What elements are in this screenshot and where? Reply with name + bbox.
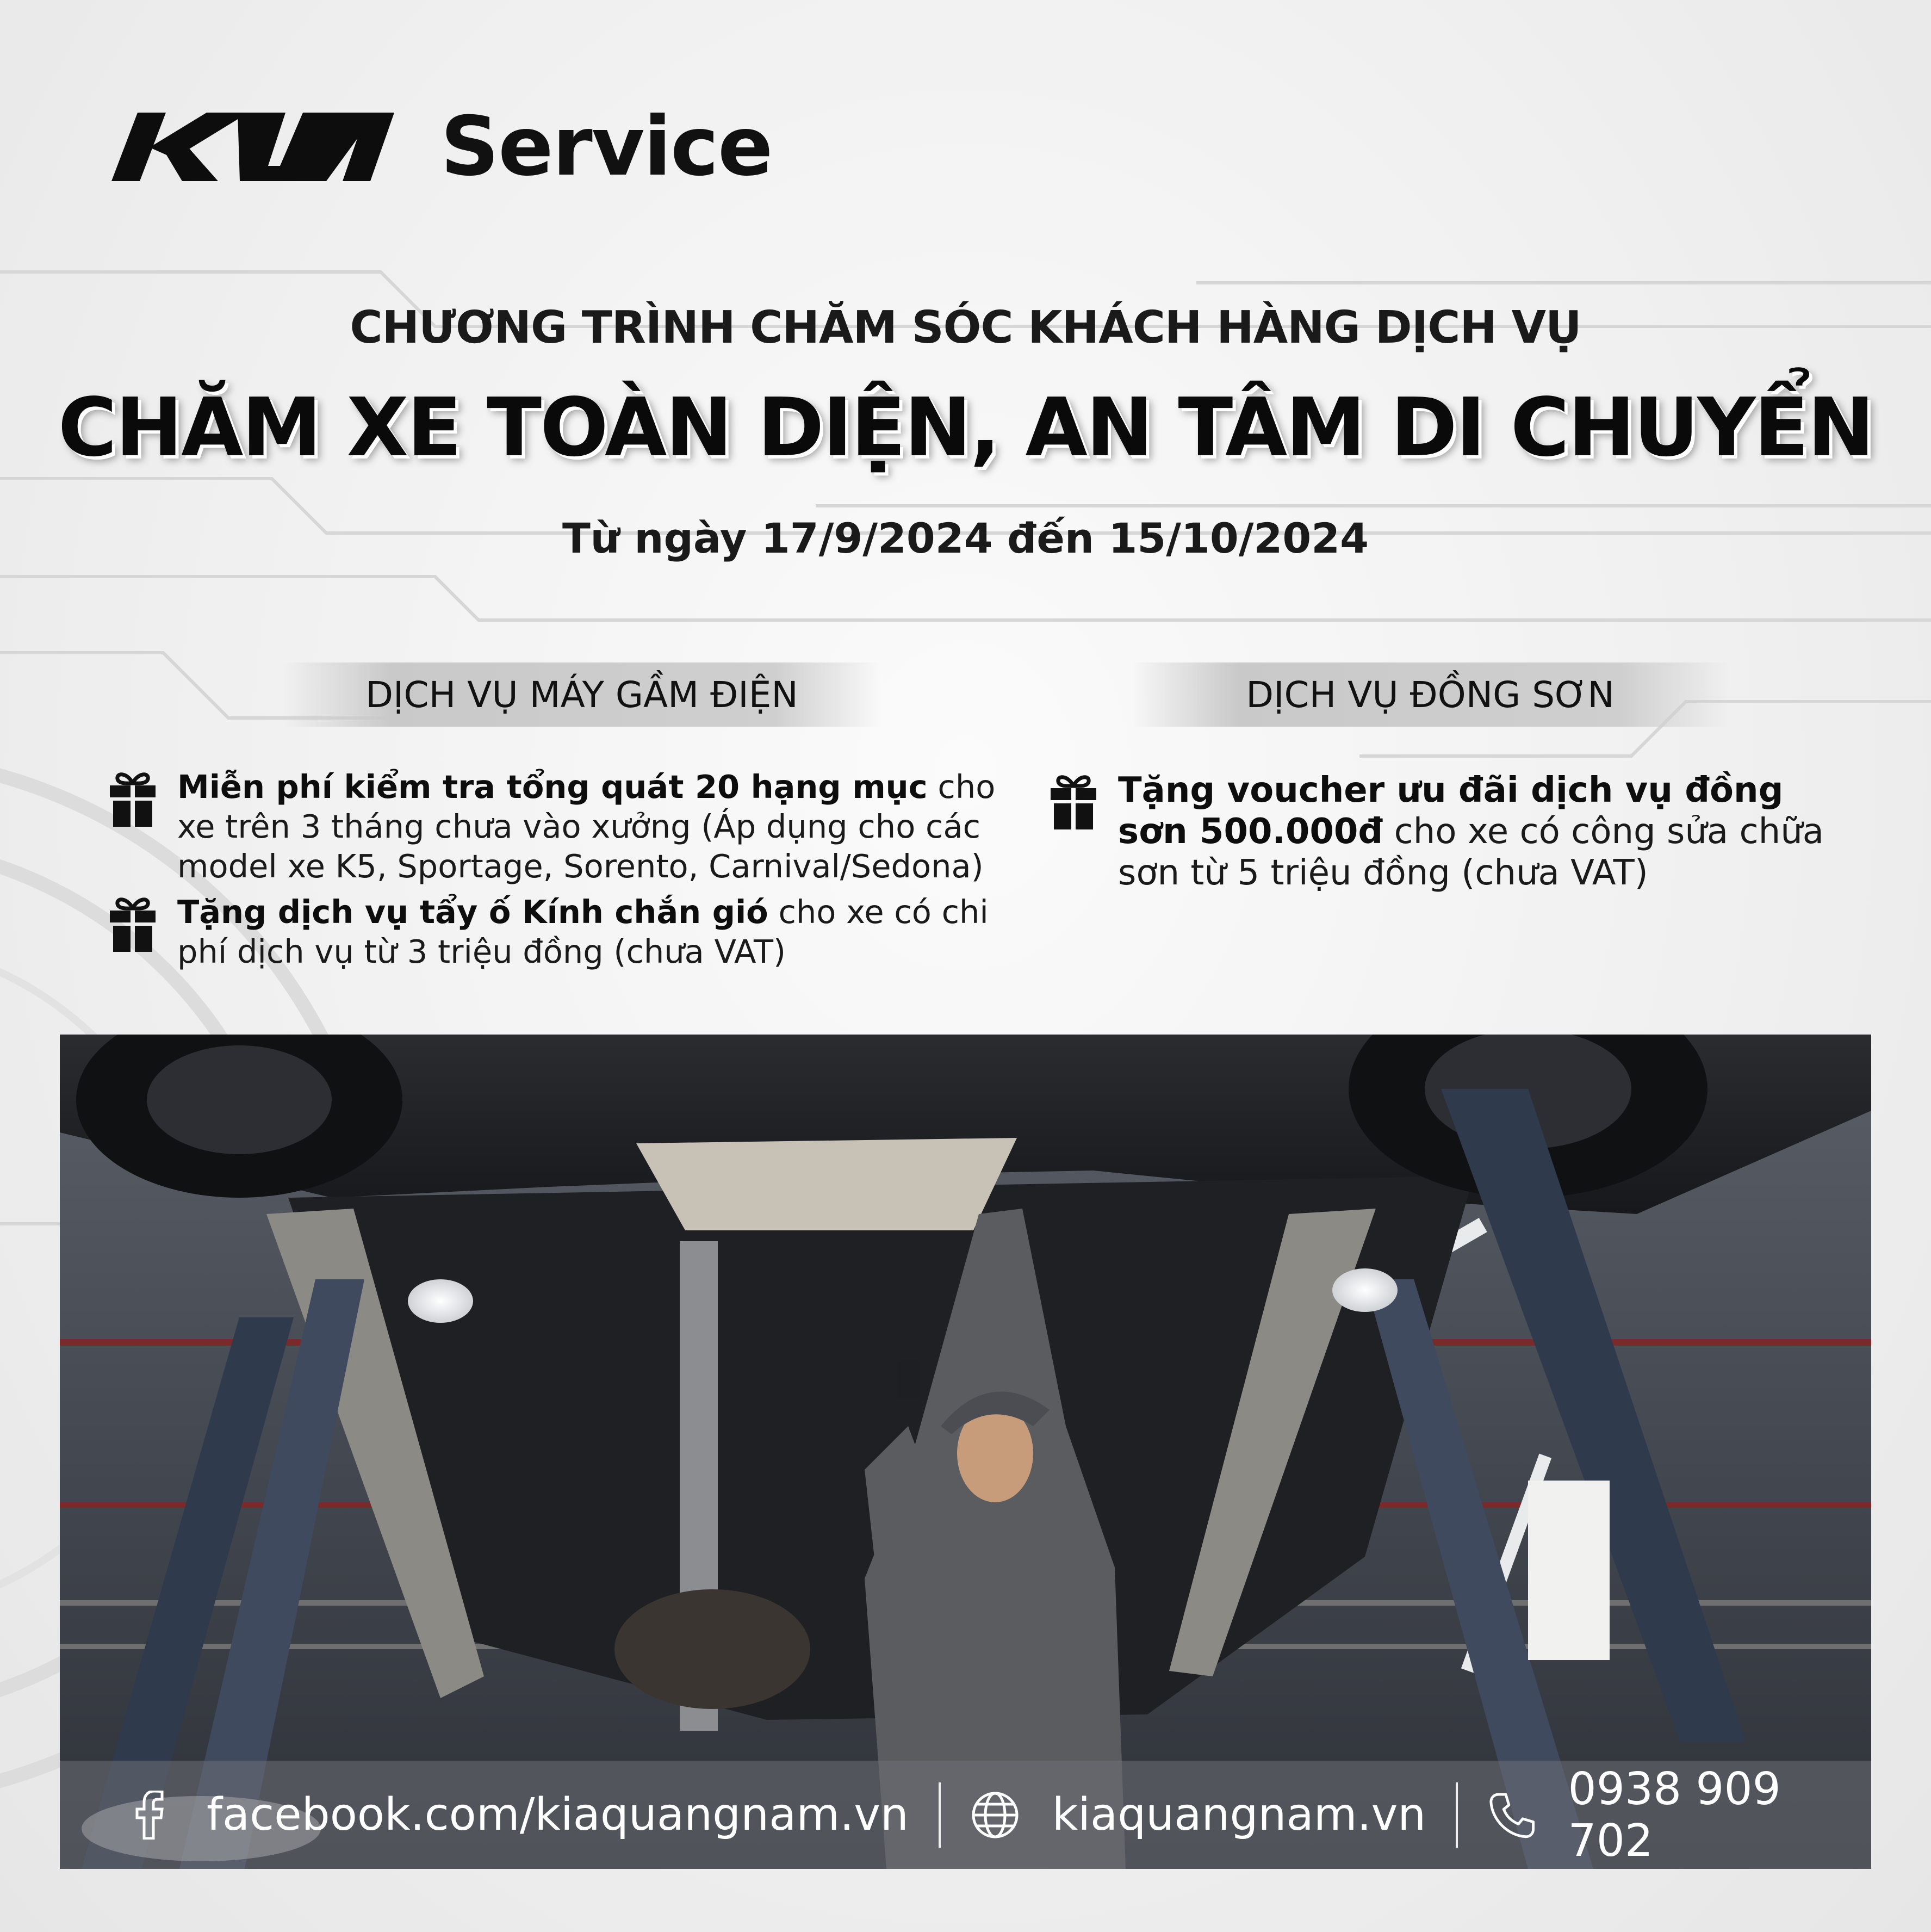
divider	[939, 1782, 941, 1848]
offer-highlight: Miễn phí kiểm tra tổng quát 20 hạng mục	[177, 768, 928, 806]
gift-icon	[109, 896, 157, 953]
offer-item	[109, 767, 1033, 886]
contact-bar	[60, 1761, 1871, 1869]
program-title: CHĂM XE TOÀN DIỆN, AN TÂM DI CHUYỂN	[58, 381, 1873, 474]
offer-text	[1118, 770, 1833, 894]
phone-contact[interactable]	[1488, 1763, 1871, 1867]
phone-number[interactable]: 0938 909 702	[1568, 1763, 1781, 1867]
divider	[1456, 1782, 1458, 1848]
offer-text	[177, 892, 1033, 971]
kia-logo	[111, 112, 394, 182]
website-link[interactable]: kiaquangnam.vn	[1052, 1789, 1426, 1841]
offer-highlight: Tặng dịch vụ tẩy ố Kính chắn gió	[177, 893, 768, 931]
section-title-body-paint: DỊCH VỤ ĐỒNG SƠN	[1131, 662, 1729, 727]
offer-detail: cho xe có công sửa chữa sơn từ 5 triệu đồng (chưa VAT)	[1118, 812, 1824, 893]
mechanic-under-car-illustration	[60, 1035, 1871, 1869]
facebook-icon	[125, 1791, 174, 1840]
facebook-link[interactable]: facebook.com/kiaquangnam.vn	[207, 1789, 909, 1841]
facebook-contact[interactable]	[125, 1789, 909, 1841]
program-subtitle: CHƯƠNG TRÌNH CHĂM SÓC KHÁCH HÀNG DỊCH VỤ	[350, 302, 1581, 354]
offer-detail: cho xe có chi phí dịch vụ từ 3 triệu đồng (chưa VAT)	[177, 893, 989, 970]
offer-text	[177, 767, 1033, 886]
website-contact[interactable]	[971, 1789, 1426, 1841]
service-label: Service	[440, 100, 772, 194]
date-range: Từ ngày 17/9/2024 đến 15/10/2024	[562, 514, 1369, 562]
gift-icon	[109, 771, 157, 828]
gift-icon	[1050, 774, 1097, 831]
brand-header	[111, 100, 772, 194]
offer-detail: cho xe trên 3 tháng chưa vào xưởng (Áp dụng cho các model xe K5, Sportage, Sorento, Carnival/Sedona)	[177, 768, 996, 885]
section-title-undercarriage: DỊCH VỤ MÁY GẦM ĐIỆN	[283, 662, 881, 727]
service-photo	[60, 1035, 1871, 1869]
offer-item	[1050, 770, 1833, 894]
phone-icon	[1488, 1791, 1535, 1840]
offer-item	[109, 892, 1033, 971]
offer-highlight: Tặng voucher ưu đãi dịch vụ đồng sơn 500.000đ	[1118, 770, 1784, 852]
globe-icon	[971, 1791, 1020, 1840]
